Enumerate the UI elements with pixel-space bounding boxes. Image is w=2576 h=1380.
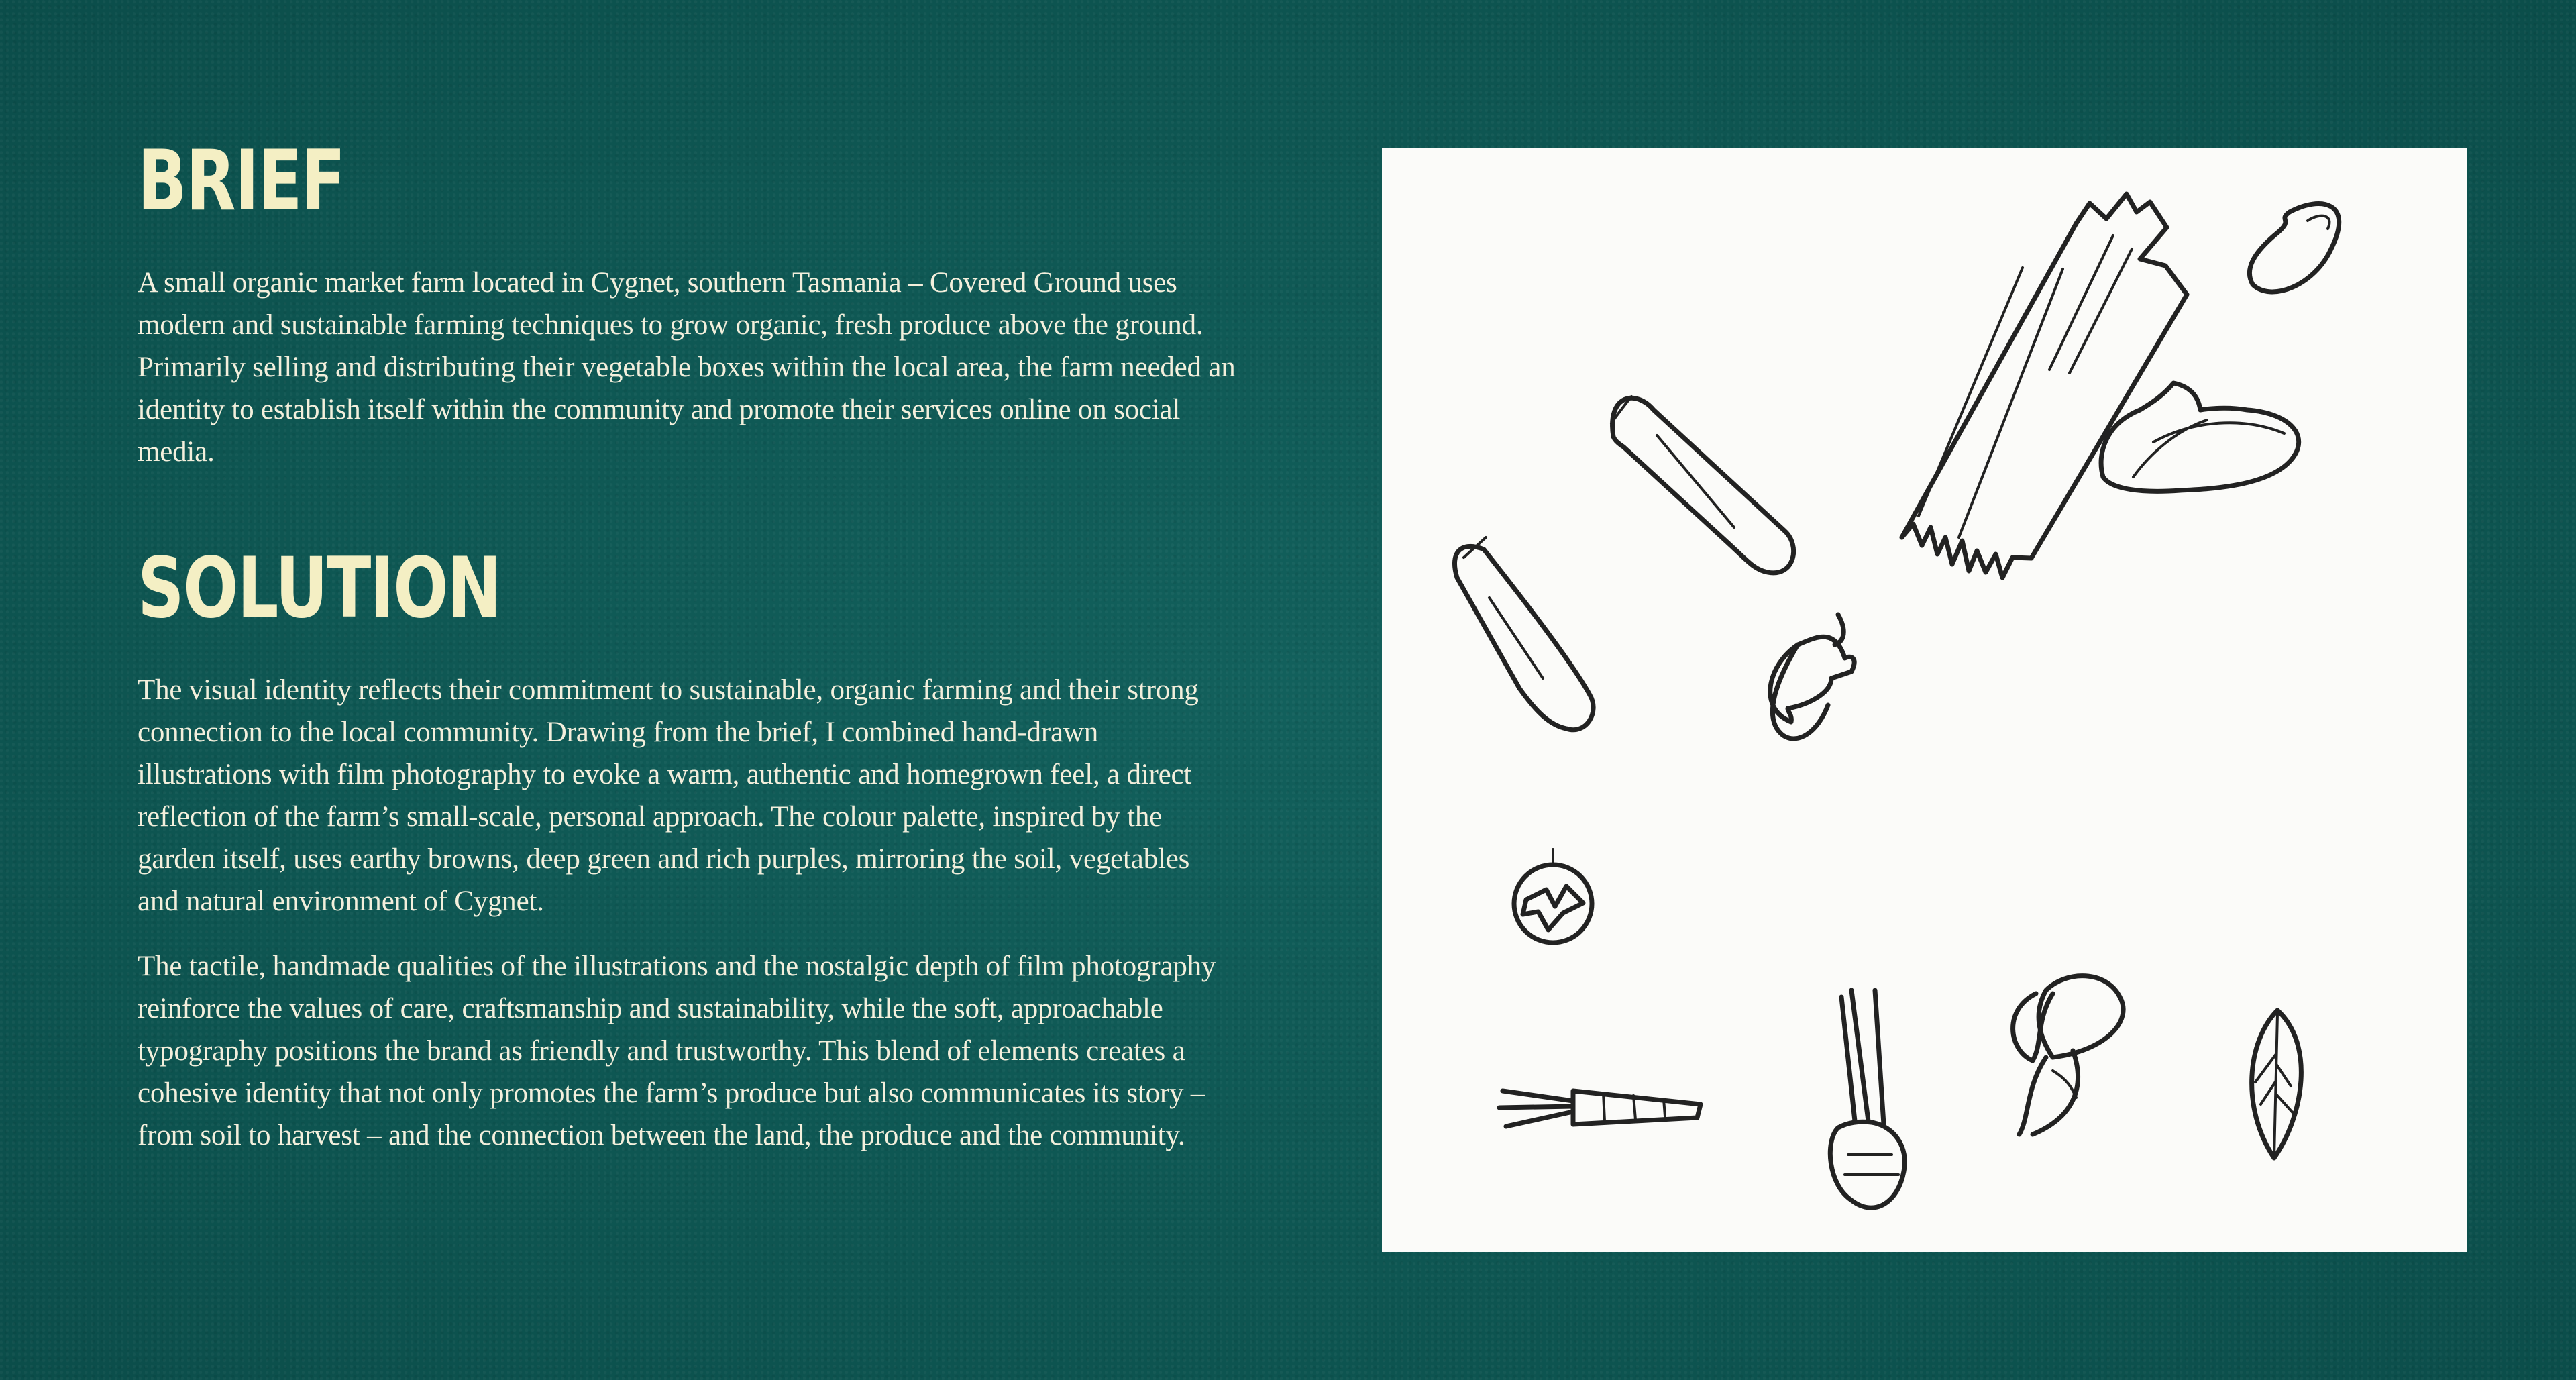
brief-paragraph: A small organic market farm located in Cygnet, southern Tasmania – Covered Ground uses modern and sustainable farming techniques to grow organic, fresh produce above the ground. Primarily selling and distributing their vegetable boxes within the local area, the farm needed an identity to establish itself within the community and promote their services online on social media. bbox=[138, 267, 1236, 468]
leek-sketch bbox=[1902, 194, 2187, 578]
solution-paragraph-1: The visual identity reflects their commitment to sustainable, organic farming and their strong connection to the local community. Drawing from the brief, I combined hand-drawn illustrations with film photography to evoke a warm, authentic and homegrown feel, a direct reflection of the farm’s small-scale, personal approach. The colour palette, inspired by the garden itself, uses earthy browns, deep green and rich purples, mirroring the soil, vegetables and natural environment of Cygnet. bbox=[138, 674, 1199, 917]
leaf-sketch bbox=[2252, 1010, 2302, 1158]
text-column bbox=[138, 127, 1238, 1157]
zucchini-sketch-top bbox=[1611, 396, 1794, 573]
zucchini-sketch-left bbox=[1454, 537, 1593, 730]
eggplant-sketch bbox=[1770, 615, 1854, 739]
vegetable-sketch-sheet bbox=[1382, 148, 2467, 1252]
tomato-sketch bbox=[1514, 849, 1592, 943]
mushroom-sketch bbox=[2101, 383, 2299, 491]
pickle-sketch bbox=[2249, 204, 2339, 292]
vegetable-sketches-illustration bbox=[1382, 148, 2467, 1252]
radish-sketch bbox=[1830, 990, 1904, 1208]
beet-sketch bbox=[2013, 976, 2123, 1134]
solution-paragraph-2: The tactile, handmade qualities of the illustrations and the nostalgic depth of film photography reinforce the values of care, craftsmanship and sustainability, while the soft, approachable typography positions the brand as friendly and trustworthy. This blend of elements creates a cohesive identity that not only promotes the farm’s produce but also communicates its story – from soil to harvest – and the connection between the land, the produce and the community. bbox=[138, 951, 1216, 1151]
brief-heading: BRIEF bbox=[138, 133, 345, 229]
solution-heading: SOLUTION bbox=[138, 540, 501, 637]
carrot-sketch bbox=[1499, 1091, 1701, 1126]
